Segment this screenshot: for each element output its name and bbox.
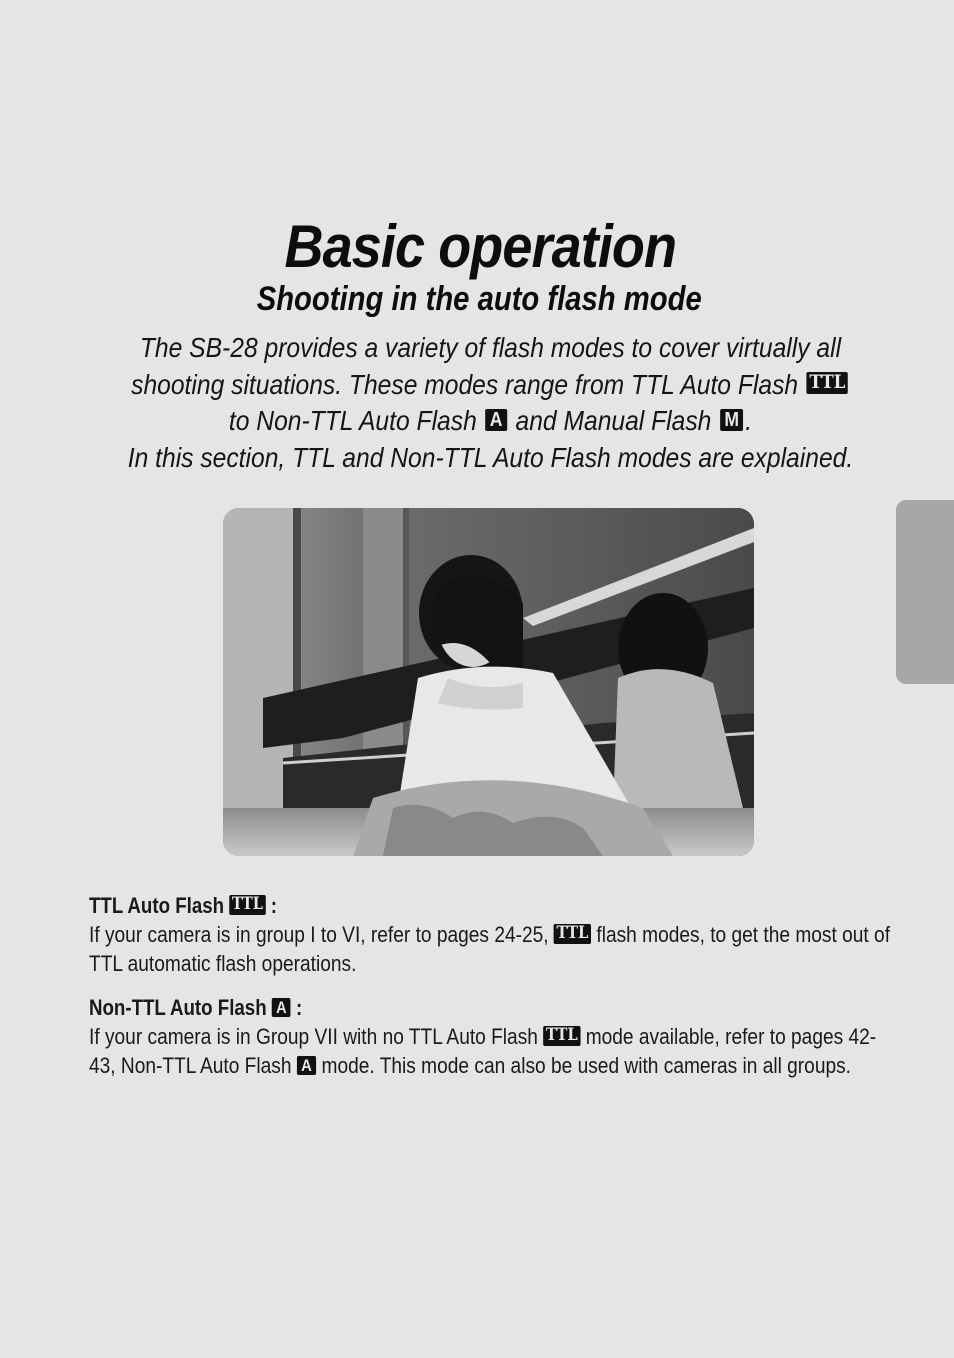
intro-line-1: The SB-28 provides a variety of flash modes to cover virtually all <box>139 332 842 363</box>
non-ttl-auto-flash-section <box>89 993 909 1080</box>
auto-mode-icon: A <box>272 998 291 1017</box>
section-thumb-tab <box>896 500 954 684</box>
auto-mode-icon: A <box>297 1056 316 1075</box>
ttl-auto-flash-section <box>89 891 909 978</box>
page-subtitle: Shooting in the auto flash mode <box>256 280 702 318</box>
nonttl-body-text-b: mode available, refer to pages 42-43, Non-TTL Auto Flash <box>89 1024 877 1078</box>
nonttl-heading-colon: : <box>295 995 303 1020</box>
photo-girl-leaning-on-piano <box>223 508 754 856</box>
intro-line-3-text-c: . <box>745 405 753 436</box>
ttl-mode-icon: TTL <box>543 1026 580 1046</box>
nonttl-section-heading <box>89 993 786 1022</box>
nonttl-body-text-a: If your camera is in Group VII with no TTL Auto Flash <box>89 1024 538 1049</box>
intro-line-3 <box>94 403 886 440</box>
intro-line-3-text-a: to Non-TTL Auto Flash <box>228 405 477 436</box>
intro-line-3-text-b: and Manual Flash <box>515 405 712 436</box>
ttl-heading-text: TTL Auto Flash <box>89 893 225 918</box>
ttl-body-text-a: If your camera is in group I to VI, refer to pages 24-25, <box>89 922 549 947</box>
intro-paragraph <box>94 330 886 476</box>
nonttl-heading-text: Non-TTL Auto Flash <box>89 995 267 1020</box>
nonttl-section-body <box>89 1022 898 1080</box>
ttl-section-heading <box>89 891 786 920</box>
ttl-body-text-b: flash modes, to get the most out of TTL automatic flash operations. <box>89 922 891 976</box>
page-title: Basic operation <box>284 213 677 280</box>
intro-line-4: In this section, TTL and Non-TTL Auto Flash modes are explained. <box>127 441 854 473</box>
intro-line-2-text: shooting situations. These modes range from TTL Auto Flash <box>131 368 799 400</box>
ttl-heading-colon: : <box>270 893 277 918</box>
intro-line-2 <box>94 367 886 404</box>
ttl-mode-icon: TTL <box>554 924 591 944</box>
ttl-section-body <box>89 920 898 978</box>
ttl-mode-icon: TTL <box>229 895 265 915</box>
ttl-mode-icon: TTL <box>807 372 848 394</box>
photo-illustration <box>223 508 754 856</box>
auto-mode-icon: A <box>485 409 507 431</box>
nonttl-body-text-c: mode. This mode can also be used with cameras in all groups. <box>321 1053 851 1078</box>
manual-mode-icon: M <box>720 409 743 431</box>
